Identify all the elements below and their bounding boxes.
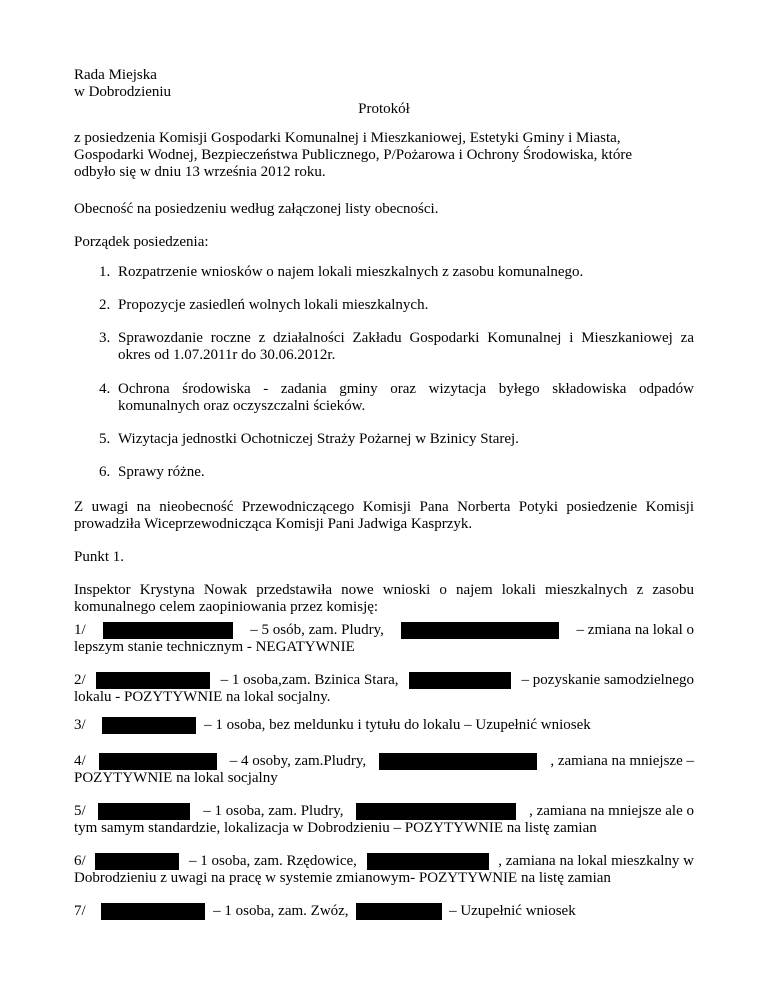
application-label: 5/ <box>74 803 86 819</box>
application-7 <box>74 903 576 920</box>
application-label: 7/ <box>74 903 86 919</box>
redacted-name <box>95 853 179 870</box>
application-3 <box>74 717 591 734</box>
application-details: – 1 osoba, zam. Rzędowice, <box>189 853 357 869</box>
agenda-item-line: Ochrona środowiska - zadania gminy oraz wizytacja byłego składowiska odpadów <box>118 381 694 397</box>
application-5 <box>74 803 694 820</box>
application-result: – zmiana na lokal o <box>576 622 694 638</box>
agenda-item-text: Propozycje zasiedleń wolnych lokali mieszkalnych. <box>118 297 429 313</box>
redacted-name <box>98 803 190 820</box>
agenda-item-number: 1. <box>99 264 111 280</box>
agenda-item-number: 6. <box>99 464 111 480</box>
application-details: – 4 osoby, zam.Pludry, <box>229 753 367 769</box>
application-1-cont: lepszym stanie technicznym - NEGATYWNIE <box>74 639 355 655</box>
org-line-2: w Dobrodzieniu <box>74 84 172 100</box>
agenda-item-number: 2. <box>99 297 111 313</box>
application-4 <box>74 753 694 770</box>
point-heading: Punkt 1. <box>74 549 125 565</box>
application-details: – 5 osób, zam. Pludry, <box>250 622 384 638</box>
redacted-address <box>367 853 489 870</box>
application-label: 3/ <box>74 717 86 733</box>
redacted-name <box>96 672 210 689</box>
redacted-address <box>401 622 559 639</box>
application-details: – 1 osoba, bez meldunku i tytułu do lokalu – Uzupełnić wniosek <box>204 717 591 733</box>
application-2-cont: lokalu - POZYTYWNIE na lokal socjalny. <box>74 689 331 705</box>
agenda-item-text <box>118 330 694 347</box>
point-intro-line-2: komunalnego celem zaopiniowania przez komisję: <box>74 599 379 615</box>
agenda-item-text: Sprawy różne. <box>118 464 205 480</box>
application-details: – 1 osoba, zam. Pludry, <box>203 803 344 819</box>
redacted-name <box>102 717 196 734</box>
redacted-name <box>103 622 233 639</box>
redacted-name <box>101 903 205 920</box>
application-result: , zamiana na lokal mieszkalny w <box>498 853 694 869</box>
application-details: – 1 osoba,zam. Bzinica Stara, <box>220 672 399 688</box>
application-4-cont: POZYTYWNIE na lokal socjalny <box>74 770 278 786</box>
application-6 <box>74 853 694 870</box>
chair-note-line-1: Z uwagi na nieobecność Przewodniczącego Komisji Pana Norberta Potyki posiedzenie Komisji <box>74 499 694 515</box>
application-result: , zamiana na mniejsze – <box>550 753 694 769</box>
agenda-item-text <box>118 381 694 398</box>
application-label: 2/ <box>74 672 86 688</box>
agenda-item-text: Rozpatrzenie wniosków o najem lokali mieszkalnych z zasobu komunalnego. <box>118 264 584 280</box>
agenda-item-text-cont: okres od 1.07.2011r do 30.06.2012r. <box>118 347 336 363</box>
redacted-address <box>356 803 516 820</box>
application-2 <box>74 672 694 689</box>
application-result: , zamiana na mniejsze ale o <box>529 803 694 819</box>
agenda-item-number: 3. <box>99 330 111 346</box>
application-5-cont: tym samym standardzie, lokalizacja w Dobrodzieniu – POZYTYWNIE na listę zamian <box>74 820 597 836</box>
redacted-address <box>379 753 537 770</box>
agenda-item-line: Sprawozdanie roczne z działalności Zakładu Gospodarki Komunalnej i Mieszkaniowej za <box>118 330 694 346</box>
redacted-name <box>99 753 217 770</box>
application-details: – 1 osoba, zam. Zwóz, <box>213 903 349 919</box>
agenda-heading: Porządek posiedzenia: <box>74 234 209 250</box>
agenda-item-number: 5. <box>99 431 111 447</box>
redacted-address <box>409 672 511 689</box>
point-intro-line-1: Inspektor Krystyna Nowak przedstawiła nowe wnioski o najem lokali mieszkalnych z zasobu <box>74 582 694 598</box>
intro-line-1: z posiedzenia Komisji Gospodarki Komunalnej i Mieszkaniowej, Estetyki Gminy i Miasta, <box>74 130 621 146</box>
attendance-note: Obecność na posiedzeniu według załączonej listy obecności. <box>74 201 439 217</box>
application-6-cont: Dobrodzieniu z uwagi na pracę w systemie zmianowym- POZYTYWNIE na listę zamian <box>74 870 611 886</box>
intro-line-2: Gospodarki Wodnej, Bezpieczeństwa Publicznego, P/Pożarowa i Ochrony Środowiska, które <box>74 147 632 163</box>
application-label: 6/ <box>74 853 86 869</box>
application-result: – Uzupełnić wniosek <box>449 903 576 919</box>
document-title: Protokół <box>358 101 410 117</box>
agenda-item-text-cont: komunalnych oraz oczyszczalni ścieków. <box>118 398 366 414</box>
redacted-address <box>356 903 442 920</box>
application-label: 4/ <box>74 753 86 769</box>
agenda-item-number: 4. <box>99 381 111 397</box>
application-result: – pozyskanie samodzielnego <box>521 672 694 688</box>
intro-line-3: odbyło się w dniu 13 września 2012 roku. <box>74 164 326 180</box>
org-line-1: Rada Miejska <box>74 67 157 83</box>
application-1 <box>74 622 694 639</box>
chair-note-line-2: prowadziła Wiceprzewodnicząca Komisji Pani Jadwiga Kasprzyk. <box>74 516 473 532</box>
application-label: 1/ <box>74 622 86 638</box>
agenda-item-text: Wizytacja jednostki Ochotniczej Straży Pożarnej w Bzinicy Starej. <box>118 431 519 447</box>
